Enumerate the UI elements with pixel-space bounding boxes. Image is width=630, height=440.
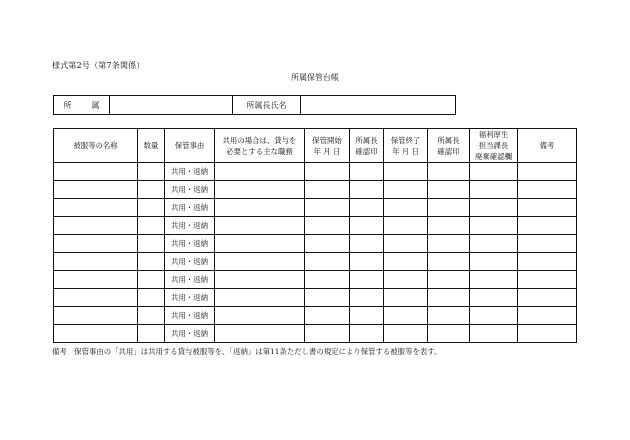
table-cell[interactable] xyxy=(518,307,577,325)
table-cell[interactable] xyxy=(138,325,165,343)
table-cell[interactable] xyxy=(428,325,470,343)
table-cell[interactable] xyxy=(384,199,428,217)
table-cell[interactable] xyxy=(518,253,577,271)
table-row xyxy=(54,163,577,181)
table-cell[interactable] xyxy=(350,217,384,235)
table-cell[interactable] xyxy=(470,199,518,217)
table-cell[interactable] xyxy=(138,289,165,307)
table-cell[interactable] xyxy=(384,163,428,181)
column-header: 保管開始 年 月 日 xyxy=(305,129,350,163)
table-cell[interactable] xyxy=(54,235,138,253)
reason-cell[interactable]: 共用・返納 xyxy=(165,253,215,271)
column-header: 数量 xyxy=(138,129,165,163)
table-cell[interactable] xyxy=(350,307,384,325)
affiliation-label: 所 属 xyxy=(54,96,110,114)
table-cell[interactable] xyxy=(54,253,138,271)
table-cell[interactable] xyxy=(428,235,470,253)
table-cell[interactable] xyxy=(54,325,138,343)
table-cell[interactable] xyxy=(428,181,470,199)
reason-cell[interactable]: 共用・返納 xyxy=(165,307,215,325)
table-cell[interactable] xyxy=(470,181,518,199)
table-cell[interactable] xyxy=(428,307,470,325)
table-cell[interactable] xyxy=(138,217,165,235)
table-cell[interactable] xyxy=(54,271,138,289)
table-row xyxy=(54,325,577,343)
table-cell[interactable] xyxy=(384,271,428,289)
table-cell[interactable] xyxy=(215,199,305,217)
table-cell[interactable] xyxy=(428,163,470,181)
table-row xyxy=(54,253,577,271)
table-cell[interactable] xyxy=(54,163,138,181)
table-cell[interactable] xyxy=(428,271,470,289)
table-cell[interactable] xyxy=(215,271,305,289)
table-cell[interactable] xyxy=(138,307,165,325)
table-cell[interactable] xyxy=(518,217,577,235)
table-cell[interactable] xyxy=(305,217,350,235)
column-header: 所属長 確認印 xyxy=(428,129,470,163)
table-cell[interactable] xyxy=(215,325,305,343)
table-cell[interactable] xyxy=(54,307,138,325)
head-name-field[interactable] xyxy=(301,96,455,114)
table-cell[interactable] xyxy=(470,271,518,289)
column-header: 所属長 確認印 xyxy=(350,129,384,163)
reason-cell[interactable]: 共用・返納 xyxy=(165,325,215,343)
affiliation-header-box xyxy=(53,95,456,115)
table-cell[interactable] xyxy=(428,199,470,217)
table-cell[interactable] xyxy=(215,181,305,199)
table-cell[interactable] xyxy=(470,307,518,325)
table-cell[interactable] xyxy=(384,289,428,307)
table-row xyxy=(54,217,577,235)
table-cell[interactable] xyxy=(305,271,350,289)
table-row xyxy=(54,289,577,307)
table-cell[interactable] xyxy=(350,289,384,307)
remarks-note: 備考 保管事由の「共用」は共用する貸与被服等を、「返納」は第11条ただし書の規定により保管する被服等を表す。 xyxy=(52,347,442,356)
table-row xyxy=(54,307,577,325)
document-title: 所属保管台帳 xyxy=(291,73,339,82)
table-cell[interactable] xyxy=(54,217,138,235)
table-cell[interactable] xyxy=(518,289,577,307)
table-row xyxy=(54,199,577,217)
table-cell[interactable] xyxy=(138,199,165,217)
table-cell[interactable] xyxy=(215,235,305,253)
form-number: 様式第2号（第7条関係） xyxy=(52,61,145,70)
table-cell[interactable] xyxy=(215,163,305,181)
reason-cell[interactable]: 共用・返納 xyxy=(165,181,215,199)
table-cell[interactable] xyxy=(138,271,165,289)
table-cell[interactable] xyxy=(518,199,577,217)
table-cell[interactable] xyxy=(350,325,384,343)
reason-cell[interactable]: 共用・返納 xyxy=(165,271,215,289)
table-cell[interactable] xyxy=(518,163,577,181)
column-header: 福利厚生 担当課長 廃棄確認欄 xyxy=(470,129,518,163)
table-row xyxy=(54,235,577,253)
table-cell[interactable] xyxy=(384,181,428,199)
table-cell[interactable] xyxy=(350,235,384,253)
storage-register-table xyxy=(53,128,577,343)
table-cell[interactable] xyxy=(518,325,577,343)
reason-cell[interactable]: 共用・返納 xyxy=(165,163,215,181)
table-row xyxy=(54,181,577,199)
table-cell[interactable] xyxy=(350,253,384,271)
table-cell[interactable] xyxy=(305,253,350,271)
table-cell[interactable] xyxy=(350,181,384,199)
table-cell[interactable] xyxy=(350,163,384,181)
table-cell[interactable] xyxy=(350,271,384,289)
table-cell[interactable] xyxy=(518,271,577,289)
table-cell[interactable] xyxy=(470,235,518,253)
table-cell[interactable] xyxy=(470,289,518,307)
table-cell[interactable] xyxy=(518,235,577,253)
table-cell[interactable] xyxy=(215,289,305,307)
reason-cell[interactable]: 共用・返納 xyxy=(165,217,215,235)
table-cell[interactable] xyxy=(428,289,470,307)
reason-cell[interactable]: 共用・返納 xyxy=(165,289,215,307)
table-cell[interactable] xyxy=(138,181,165,199)
table-cell[interactable] xyxy=(384,325,428,343)
table-cell[interactable] xyxy=(138,163,165,181)
table-cell[interactable] xyxy=(215,307,305,325)
table-cell[interactable] xyxy=(428,253,470,271)
table-cell[interactable] xyxy=(470,163,518,181)
table-cell[interactable] xyxy=(384,217,428,235)
table-body xyxy=(54,163,577,343)
table-cell[interactable] xyxy=(470,253,518,271)
table-cell[interactable] xyxy=(305,181,350,199)
head-name-label: 所属長氏名 xyxy=(233,96,301,114)
table-cell[interactable] xyxy=(215,253,305,271)
column-header: 保管事由 xyxy=(165,129,215,163)
table-cell[interactable] xyxy=(138,235,165,253)
table-cell[interactable] xyxy=(54,181,138,199)
reason-cell[interactable]: 共用・返納 xyxy=(165,235,215,253)
table-cell[interactable] xyxy=(470,325,518,343)
column-header: 保管終了 年 月 日 xyxy=(384,129,428,163)
table-cell[interactable] xyxy=(350,199,384,217)
table-cell[interactable] xyxy=(305,199,350,217)
affiliation-field[interactable] xyxy=(110,96,233,114)
column-header: 備考 xyxy=(518,129,577,163)
column-header: 共用の場合は、貸与を 必要とする主な職務 xyxy=(215,129,305,163)
table-row xyxy=(54,271,577,289)
table-cell[interactable] xyxy=(54,199,138,217)
table-cell[interactable] xyxy=(384,235,428,253)
table-cell[interactable] xyxy=(428,217,470,235)
table-cell[interactable] xyxy=(384,253,428,271)
reason-cell[interactable]: 共用・返納 xyxy=(165,199,215,217)
column-header: 被服等の名称 xyxy=(54,129,138,163)
table-cell[interactable] xyxy=(305,307,350,325)
table-cell[interactable] xyxy=(518,181,577,199)
table-cell[interactable] xyxy=(470,217,518,235)
table-cell[interactable] xyxy=(305,325,350,343)
table-cell[interactable] xyxy=(305,289,350,307)
table-cell[interactable] xyxy=(54,289,138,307)
table-cell[interactable] xyxy=(305,163,350,181)
table-cell[interactable] xyxy=(305,235,350,253)
table-cell[interactable] xyxy=(138,253,165,271)
table-header-row xyxy=(54,129,577,163)
table-cell[interactable] xyxy=(384,307,428,325)
table-cell[interactable] xyxy=(215,217,305,235)
